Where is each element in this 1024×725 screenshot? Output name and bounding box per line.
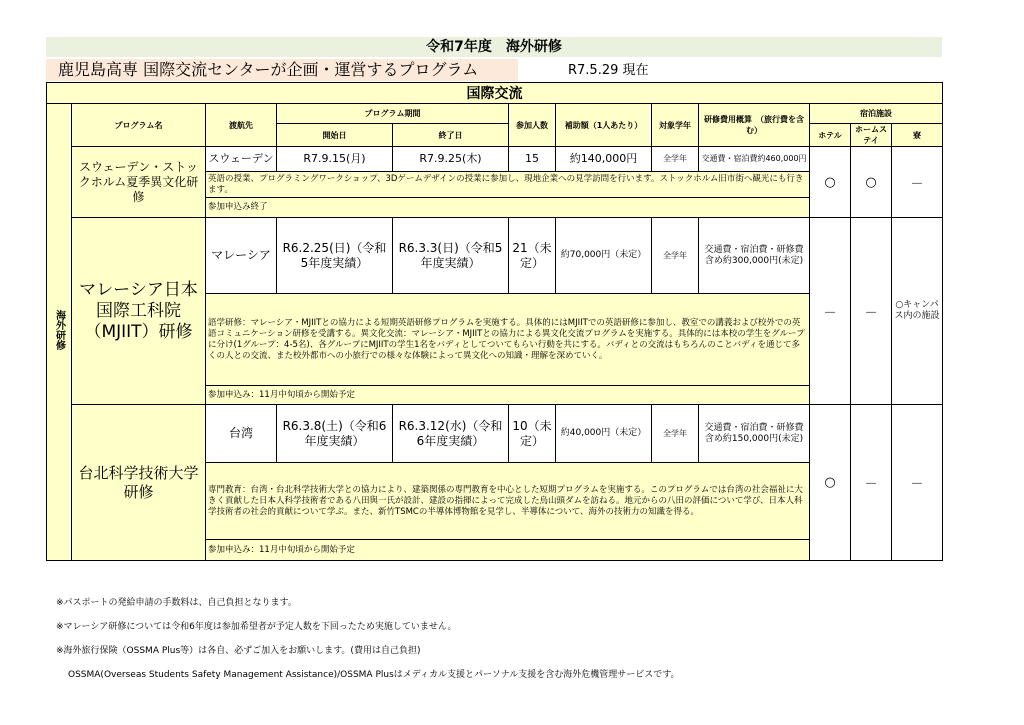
footnote: OSSMA(Overseas Students Safety Management Assistance)/OSSMA Plusはメディカル支援とパーソナル支援を含む海外危機管理サービスです。 — [68, 670, 680, 680]
cost: 交通費・宿泊費約460,000円 — [699, 147, 810, 172]
header-lodging: 宿泊施設 — [810, 104, 943, 124]
header-start: 開始日 — [277, 124, 393, 147]
hotel-mark: － — [810, 218, 851, 405]
header-target: 対象学年 — [652, 104, 699, 147]
header-period: プログラム期間 — [277, 104, 509, 124]
header-dorm: 寮 — [892, 124, 943, 147]
section-title: 国際交流 — [47, 83, 943, 104]
start-date: R7.9.15(月) — [277, 147, 393, 172]
header-end: 終了日 — [393, 124, 509, 147]
application-status: 参加申込み：11月中旬頃から開始予定 — [206, 540, 810, 561]
table-row — [47, 405, 943, 463]
side-label: 海外研修 — [47, 104, 72, 561]
destination: マレーシア — [206, 218, 277, 294]
subsidy: 約40,000円（未定） — [556, 405, 652, 463]
dorm-mark: － — [892, 147, 943, 218]
program-table — [46, 82, 943, 561]
destination: スウェーデン — [206, 147, 277, 172]
header-subsidy: 補助額（1人あたり） — [556, 104, 652, 147]
target-grade: 全学年 — [652, 218, 699, 294]
as-of-date: R7.5.29 現在 — [568, 63, 649, 78]
program-name: マレーシア日本国際工科院（MJIIT）研修 — [72, 218, 206, 405]
hotel-mark: ○ — [810, 147, 851, 218]
header-hotel: ホテル — [810, 124, 851, 147]
program-description: 専門教育：台湾・台北科学技術大学との協力により、建築関係の専門教育を中心とした短期プログラムを実施する。このプログラムでは台湾の社会福祉に大きく貢献した日本人科学技術者である八田與一氏が設計、建設の指揮によって完成した烏山頭ダムを訪ねる。地元からの八田の評価について学び、日本人科学技術者の社会的貢献について学ぶ。また、新竹TSMCの半導体博物館を見学し、半導体について、海外の技術力の知識を得る。 — [206, 463, 810, 540]
footnote: ※海外旅行保険（OSSMA Plus等）は各自、必ずご加入をお願いします。(費用は自己負担) — [56, 646, 421, 656]
cost: 交通費・宿泊費・研修費含め約300,000円(未定) — [699, 218, 810, 294]
homestay-mark: － — [851, 218, 892, 405]
cost: 交通費・宿泊費・研修費含め約150,000円(未定) — [699, 405, 810, 463]
participants: 21（未定） — [509, 218, 556, 294]
homestay-mark: ○ — [851, 147, 892, 218]
homestay-mark: － — [851, 405, 892, 561]
program-description: 英語の授業、プログラミングワークショップ、3Dゲームデザインの授業に参加し、現地企業への見学訪問を行います。ストックホルム旧市街へ観光にも行きます。 — [206, 172, 810, 198]
end-date: R6.3.3(日)（令和5年度実績） — [393, 218, 509, 294]
subsidy: 約140,000円 — [556, 147, 652, 172]
page-subtitle: 鹿児島高専 国際交流センターが企画・運営するプログラム — [46, 59, 518, 81]
hotel-mark: ○ — [810, 405, 851, 561]
target-grade: 全学年 — [652, 147, 699, 172]
program-name: スウェーデン・ストックホルム夏季異文化研修 — [72, 147, 206, 218]
start-date: R6.2.25(日)（令和5年度実績） — [277, 218, 393, 294]
footnote: ※マレーシア研修については令和6年度は参加希望者が予定人数を下回ったため実施していません。 — [56, 622, 457, 632]
header-destination: 渡航先 — [206, 104, 277, 147]
program-description: 語学研修：マレーシア・MJIITとの協力による短期英語研修プログラムを実施する。具体的にはMJIITでの英語研修に参加し、教室での講義および校外での英語コミュニケーション研修を受講する。異文化交流：マレーシア・MJIITとの協力による異文化交流プログラムを実施する。具体的には本校の学生をグループに分け(1グループ：4-5名)、各グループにMJIITの学生1名をバディとしてついてもらい行動を共にする。バディとの交流はもちろんのことバディを通じて多くの人との交流、また校外都市への小旅行での様々な体験によって異文化への知識・理解を深めていく。 — [206, 294, 810, 386]
header-program-name: プログラム名 — [72, 104, 206, 147]
program-name: 台北科学技術大学研修 — [72, 405, 206, 561]
start-date: R6.3.8(土)（令和6年度実績） — [277, 405, 393, 463]
dorm-mark: ○キャンパス内の施設 — [892, 218, 943, 405]
target-grade: 全学年 — [652, 405, 699, 463]
table-row — [47, 218, 943, 294]
application-status: 参加申込み：11月中旬頃から開始予定 — [206, 386, 810, 405]
end-date: R6.3.12(水)（令和6年度実績） — [393, 405, 509, 463]
header-cost: 研修費用概算 （旅行費を含む） — [699, 104, 810, 147]
footnote: ※パスポートの発給申請の手数料は、自己負担となります。 — [56, 598, 297, 608]
application-status: 参加申込み終了 — [206, 198, 810, 218]
participants: 15 — [509, 147, 556, 172]
subsidy: 約70,000円（未定） — [556, 218, 652, 294]
dorm-mark: － — [892, 405, 943, 561]
header-participants: 参加人数 — [509, 104, 556, 147]
page-title: 令和7年度 海外研修 — [46, 37, 942, 57]
header-homestay: ホームステイ — [851, 124, 892, 147]
end-date: R7.9.25(木) — [393, 147, 509, 172]
table-row — [47, 147, 943, 172]
destination: 台湾 — [206, 405, 277, 463]
section-row — [47, 83, 943, 104]
participants: 10（未定） — [509, 405, 556, 463]
